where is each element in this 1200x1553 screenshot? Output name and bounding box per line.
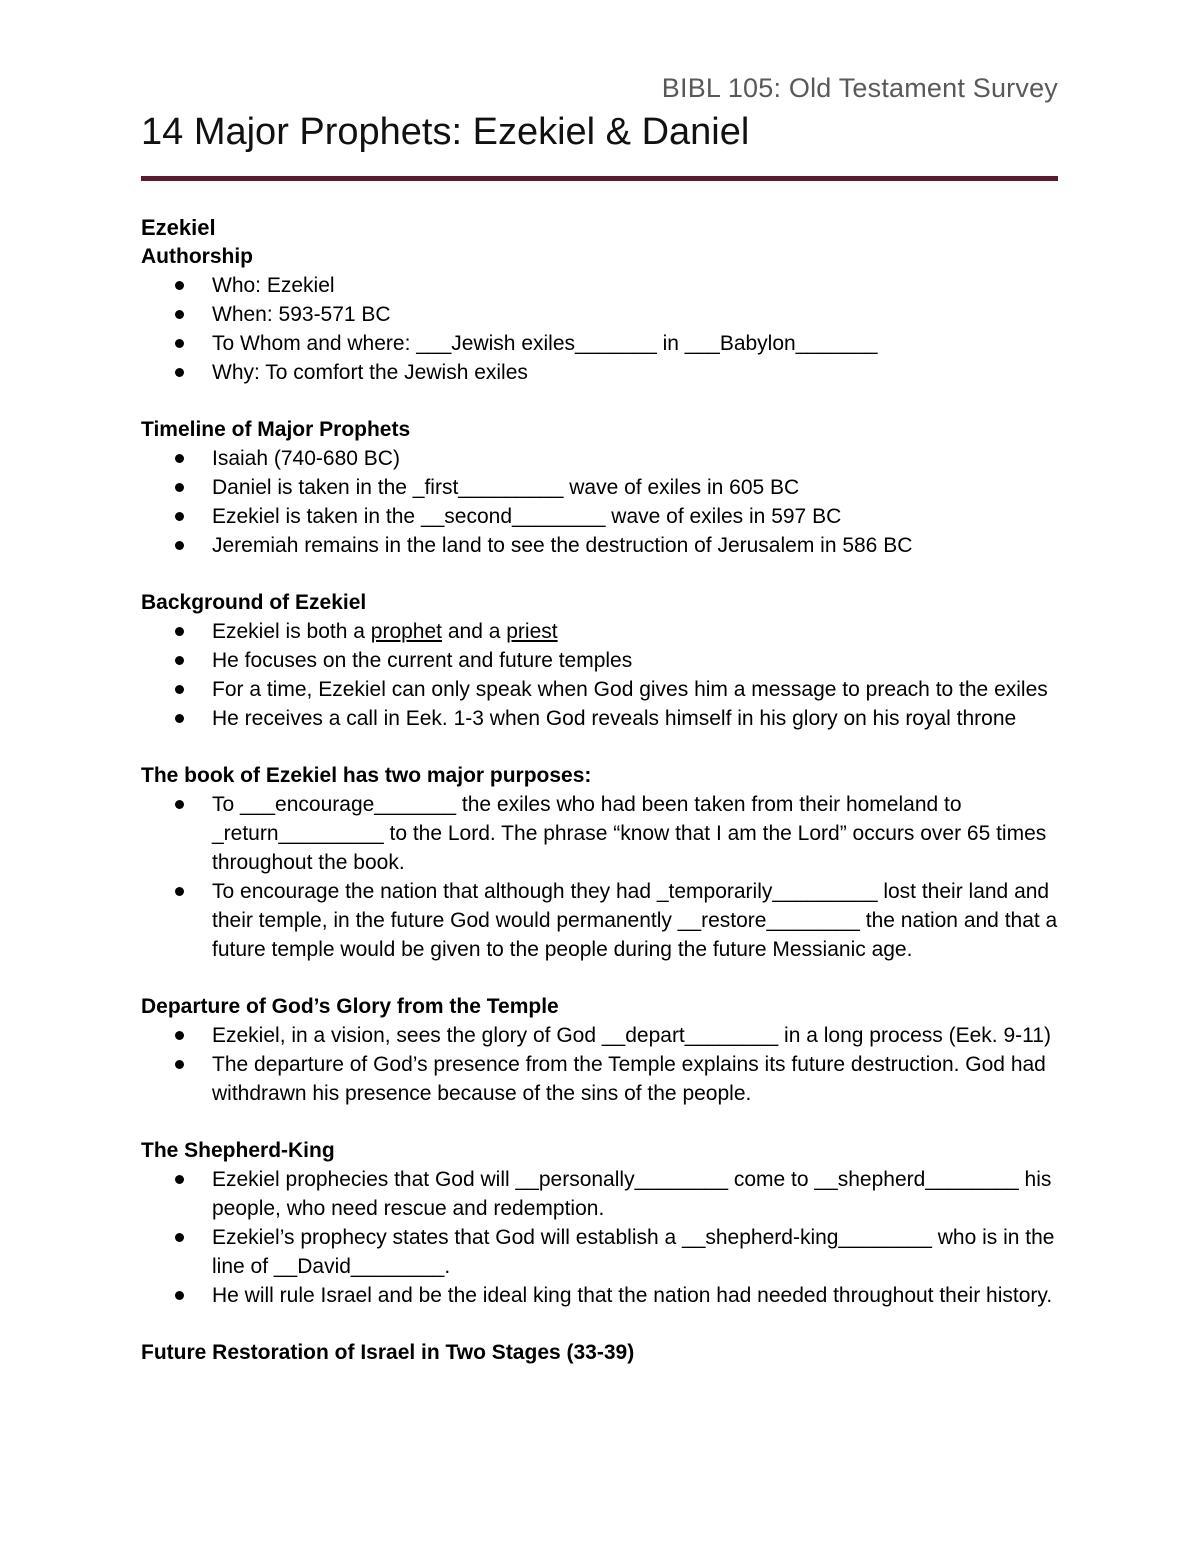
bullet-icon	[175, 685, 184, 694]
departure-list	[141, 1021, 1071, 1108]
list-item	[141, 358, 1071, 387]
background-list	[141, 617, 1071, 733]
bullet-icon	[175, 800, 184, 809]
section-restoration	[141, 1338, 1071, 1367]
list-item-text: Why: To comfort the Jewish exiles	[212, 361, 528, 384]
list-item-text: Who: Ezekiel	[212, 274, 335, 297]
list-item	[141, 675, 1071, 704]
bullet-icon	[175, 483, 184, 492]
list-item	[141, 1281, 1071, 1310]
bullet-icon	[175, 1031, 184, 1040]
priest-link[interactable]: priest	[506, 620, 558, 643]
bullet-icon	[175, 281, 184, 290]
list-item-text: Ezekiel is both a	[212, 620, 371, 643]
bullet-icon	[175, 339, 184, 348]
list-item-text: He will rule Israel and be the ideal king that the nation had needed throughout their history.	[212, 1284, 1053, 1307]
page-title: 14 Major Prophets: Ezekiel & Daniel	[141, 111, 750, 153]
subheading-purposes: The book of Ezekiel has two major purposes:	[141, 764, 592, 787]
subheading-shepherd-king: The Shepherd-King	[141, 1139, 335, 1162]
list-item-text: To Whom and where: ___Jewish exiles_______ in ___Babylon_______	[212, 332, 878, 355]
subheading-departure: Departure of God’s Glory from the Temple	[141, 995, 559, 1018]
bullet-icon	[175, 656, 184, 665]
list-item-text: To encourage the nation that although they had _temporarily_________ lost their land and their temple, in the future God would permanently __restore________ the nation and that a future temple would be given to the people during the future Messianic age.	[212, 880, 1058, 961]
bullet-icon	[175, 454, 184, 463]
subheading-authorship: Authorship	[141, 245, 253, 268]
list-item-text: Isaiah (740-680 BC)	[212, 447, 400, 470]
list-item-text: To ___encourage_______ the exiles who had been taken from their homeland to _return_________ to the Lord. The phrase “know that I am the Lord” occurs over 65 times throughout the book.	[212, 793, 1047, 874]
subheading-restoration: Future Restoration of Israel in Two Stages (33-39)	[141, 1341, 635, 1364]
bullet-icon	[175, 310, 184, 319]
section-shepherd-king	[141, 1136, 1071, 1310]
subheading-background: Background of Ezekiel	[141, 591, 367, 614]
list-item	[141, 704, 1071, 733]
bullet-icon	[175, 512, 184, 521]
list-item-text: Ezekiel is taken in the __second________ wave of exiles in 597 BC	[212, 505, 842, 528]
section-heading-ezekiel: Ezekiel	[141, 215, 216, 240]
list-item-text: Ezekiel, in a vision, sees the glory of God __depart________ in a long process (Eek. 9-11)	[212, 1024, 1051, 1047]
list-item	[141, 300, 1071, 329]
document-body	[141, 214, 1071, 1367]
list-item	[141, 877, 1071, 964]
list-item	[141, 646, 1071, 675]
purposes-list	[141, 790, 1071, 964]
subheading-timeline: Timeline of Major Prophets	[141, 418, 411, 441]
bullet-icon	[175, 1060, 184, 1069]
list-item-text: When: 593-571 BC	[212, 303, 391, 326]
list-item	[141, 502, 1071, 531]
section-purposes	[141, 761, 1071, 964]
list-item	[141, 1021, 1071, 1050]
bullet-icon	[175, 1175, 184, 1184]
list-item-text: Daniel is taken in the _first_________ wave of exiles in 605 BC	[212, 476, 800, 499]
list-item	[141, 329, 1071, 358]
list-item-text: Ezekiel’s prophecy states that God will establish a __shepherd-king________ who is in the line of __David________.	[212, 1226, 1055, 1278]
bullet-icon	[175, 1291, 184, 1300]
list-item-text: and a	[442, 620, 507, 643]
bullet-icon	[175, 887, 184, 896]
course-header: BIBL 105: Old Testament Survey	[661, 73, 1058, 103]
list-item-text: The departure of God’s presence from the Temple explains its future destruction. God had withdrawn his presence because of the sins of the people.	[212, 1053, 1046, 1105]
list-item	[141, 271, 1071, 300]
list-item	[141, 617, 1071, 646]
shepherd-list	[141, 1165, 1071, 1310]
bullet-icon	[175, 1233, 184, 1242]
bullet-icon	[175, 627, 184, 636]
section-background	[141, 588, 1071, 733]
list-item	[141, 1050, 1071, 1108]
list-item	[141, 473, 1071, 502]
list-item-text: For a time, Ezekiel can only speak when God gives him a message to preach to the exiles	[212, 678, 1048, 701]
list-item-text: He receives a call in Eek. 1-3 when God reveals himself in his glory on his royal throne	[212, 707, 1017, 730]
title-divider	[141, 176, 1058, 181]
bullet-icon	[175, 714, 184, 723]
prophet-link[interactable]: prophet	[370, 620, 442, 643]
list-item-text: Jeremiah remains in the land to see the destruction of Jerusalem in 586 BC	[212, 534, 913, 557]
section-authorship	[141, 242, 1071, 387]
list-item	[141, 790, 1071, 877]
list-item-text: Ezekiel prophecies that God will __personally________ come to __shepherd________ his people, who need rescue and redemption.	[212, 1168, 1052, 1220]
bullet-icon	[175, 368, 184, 377]
bullet-icon	[175, 541, 184, 550]
section-departure	[141, 992, 1071, 1108]
list-item	[141, 1223, 1071, 1281]
list-item-text: He focuses on the current and future temples	[212, 649, 633, 672]
authorship-list	[141, 271, 1071, 387]
list-item	[141, 1165, 1071, 1223]
list-item	[141, 444, 1071, 473]
timeline-list	[141, 444, 1071, 560]
section-timeline	[141, 415, 1071, 560]
list-item	[141, 531, 1071, 560]
